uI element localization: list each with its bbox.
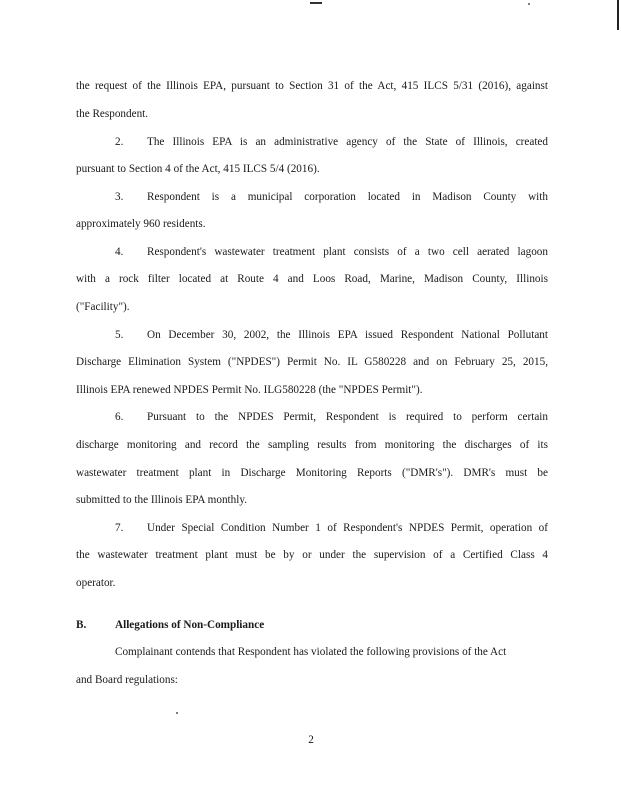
paragraph-text: The Illinois EPA is an administrative agency of the State of Illinois, created <box>147 136 548 148</box>
section-letter: B. <box>76 619 87 631</box>
text-line: and Board regulations: <box>76 674 178 686</box>
paragraph-text: Respondent is a municipal corporation located in Madison County with <box>147 191 548 203</box>
paragraph-text: Pursuant to the NPDES Permit, Respondent is required to perform certain <box>147 411 548 423</box>
text-line: approximately 960 residents. <box>76 218 206 230</box>
paragraph-text: Respondent's wastewater treatment plant consists of a two cell aerated lagoon <box>147 246 548 258</box>
text-line: with a rock filter located at Route 4 and Loos Road, Marine, Madison County, Illinois <box>76 273 548 285</box>
paragraph-text: Under Special Condition Number 1 of Respondent's NPDES Permit, operation of <box>147 522 548 534</box>
text-line: Illinois EPA renewed NPDES Permit No. ILG580228 (the "NPDES Permit"). <box>76 384 423 396</box>
text-line: submitted to the Illinois EPA monthly. <box>76 494 248 506</box>
text-line: the wastewater treatment plant must be by or under the supervision of a Certified Class 4 <box>76 549 548 561</box>
paragraph-number: 2. <box>115 136 124 148</box>
paragraph-number: 3. <box>115 191 124 203</box>
scan-speck <box>176 712 178 714</box>
paragraph-text: On December 30, 2002, the Illinois EPA issued Respondent National Pollutant <box>147 329 548 341</box>
text-line: Discharge Elimination System ("NPDES") Permit No. IL G580228 and on February 25, 2015, <box>76 356 548 368</box>
scan-speck <box>528 3 530 5</box>
scan-edge-right <box>617 0 619 30</box>
paragraph-number: 4. <box>115 246 124 258</box>
paragraph-number: 7. <box>115 522 124 534</box>
page-number: 2 <box>308 734 314 746</box>
text-line: pursuant to Section 4 of the Act, 415 ILCS 5/4 (2016). <box>76 163 320 175</box>
scan-mark-top <box>310 2 322 4</box>
text-line: the Respondent. <box>76 108 149 120</box>
text-line: wastewater treatment plant in Discharge Monitoring Reports ("DMR's"). DMR's must be <box>76 467 548 479</box>
paragraph-number: 5. <box>115 329 124 341</box>
paragraph-number: 6. <box>115 411 124 423</box>
text-line: discharge monitoring and record the sampling results from monitoring the discharges of its <box>76 439 548 451</box>
text-line: Complainant contends that Respondent has violated the following provisions of the Act <box>115 646 507 658</box>
text-line: ("Facility"). <box>76 301 130 313</box>
section-heading: Allegations of Non-Compliance <box>115 619 265 631</box>
text-line: operator. <box>76 577 116 589</box>
text-line: the request of the Illinois EPA, pursuant to Section 31 of the Act, 415 ILCS 5/31 (2016), against <box>76 80 548 92</box>
